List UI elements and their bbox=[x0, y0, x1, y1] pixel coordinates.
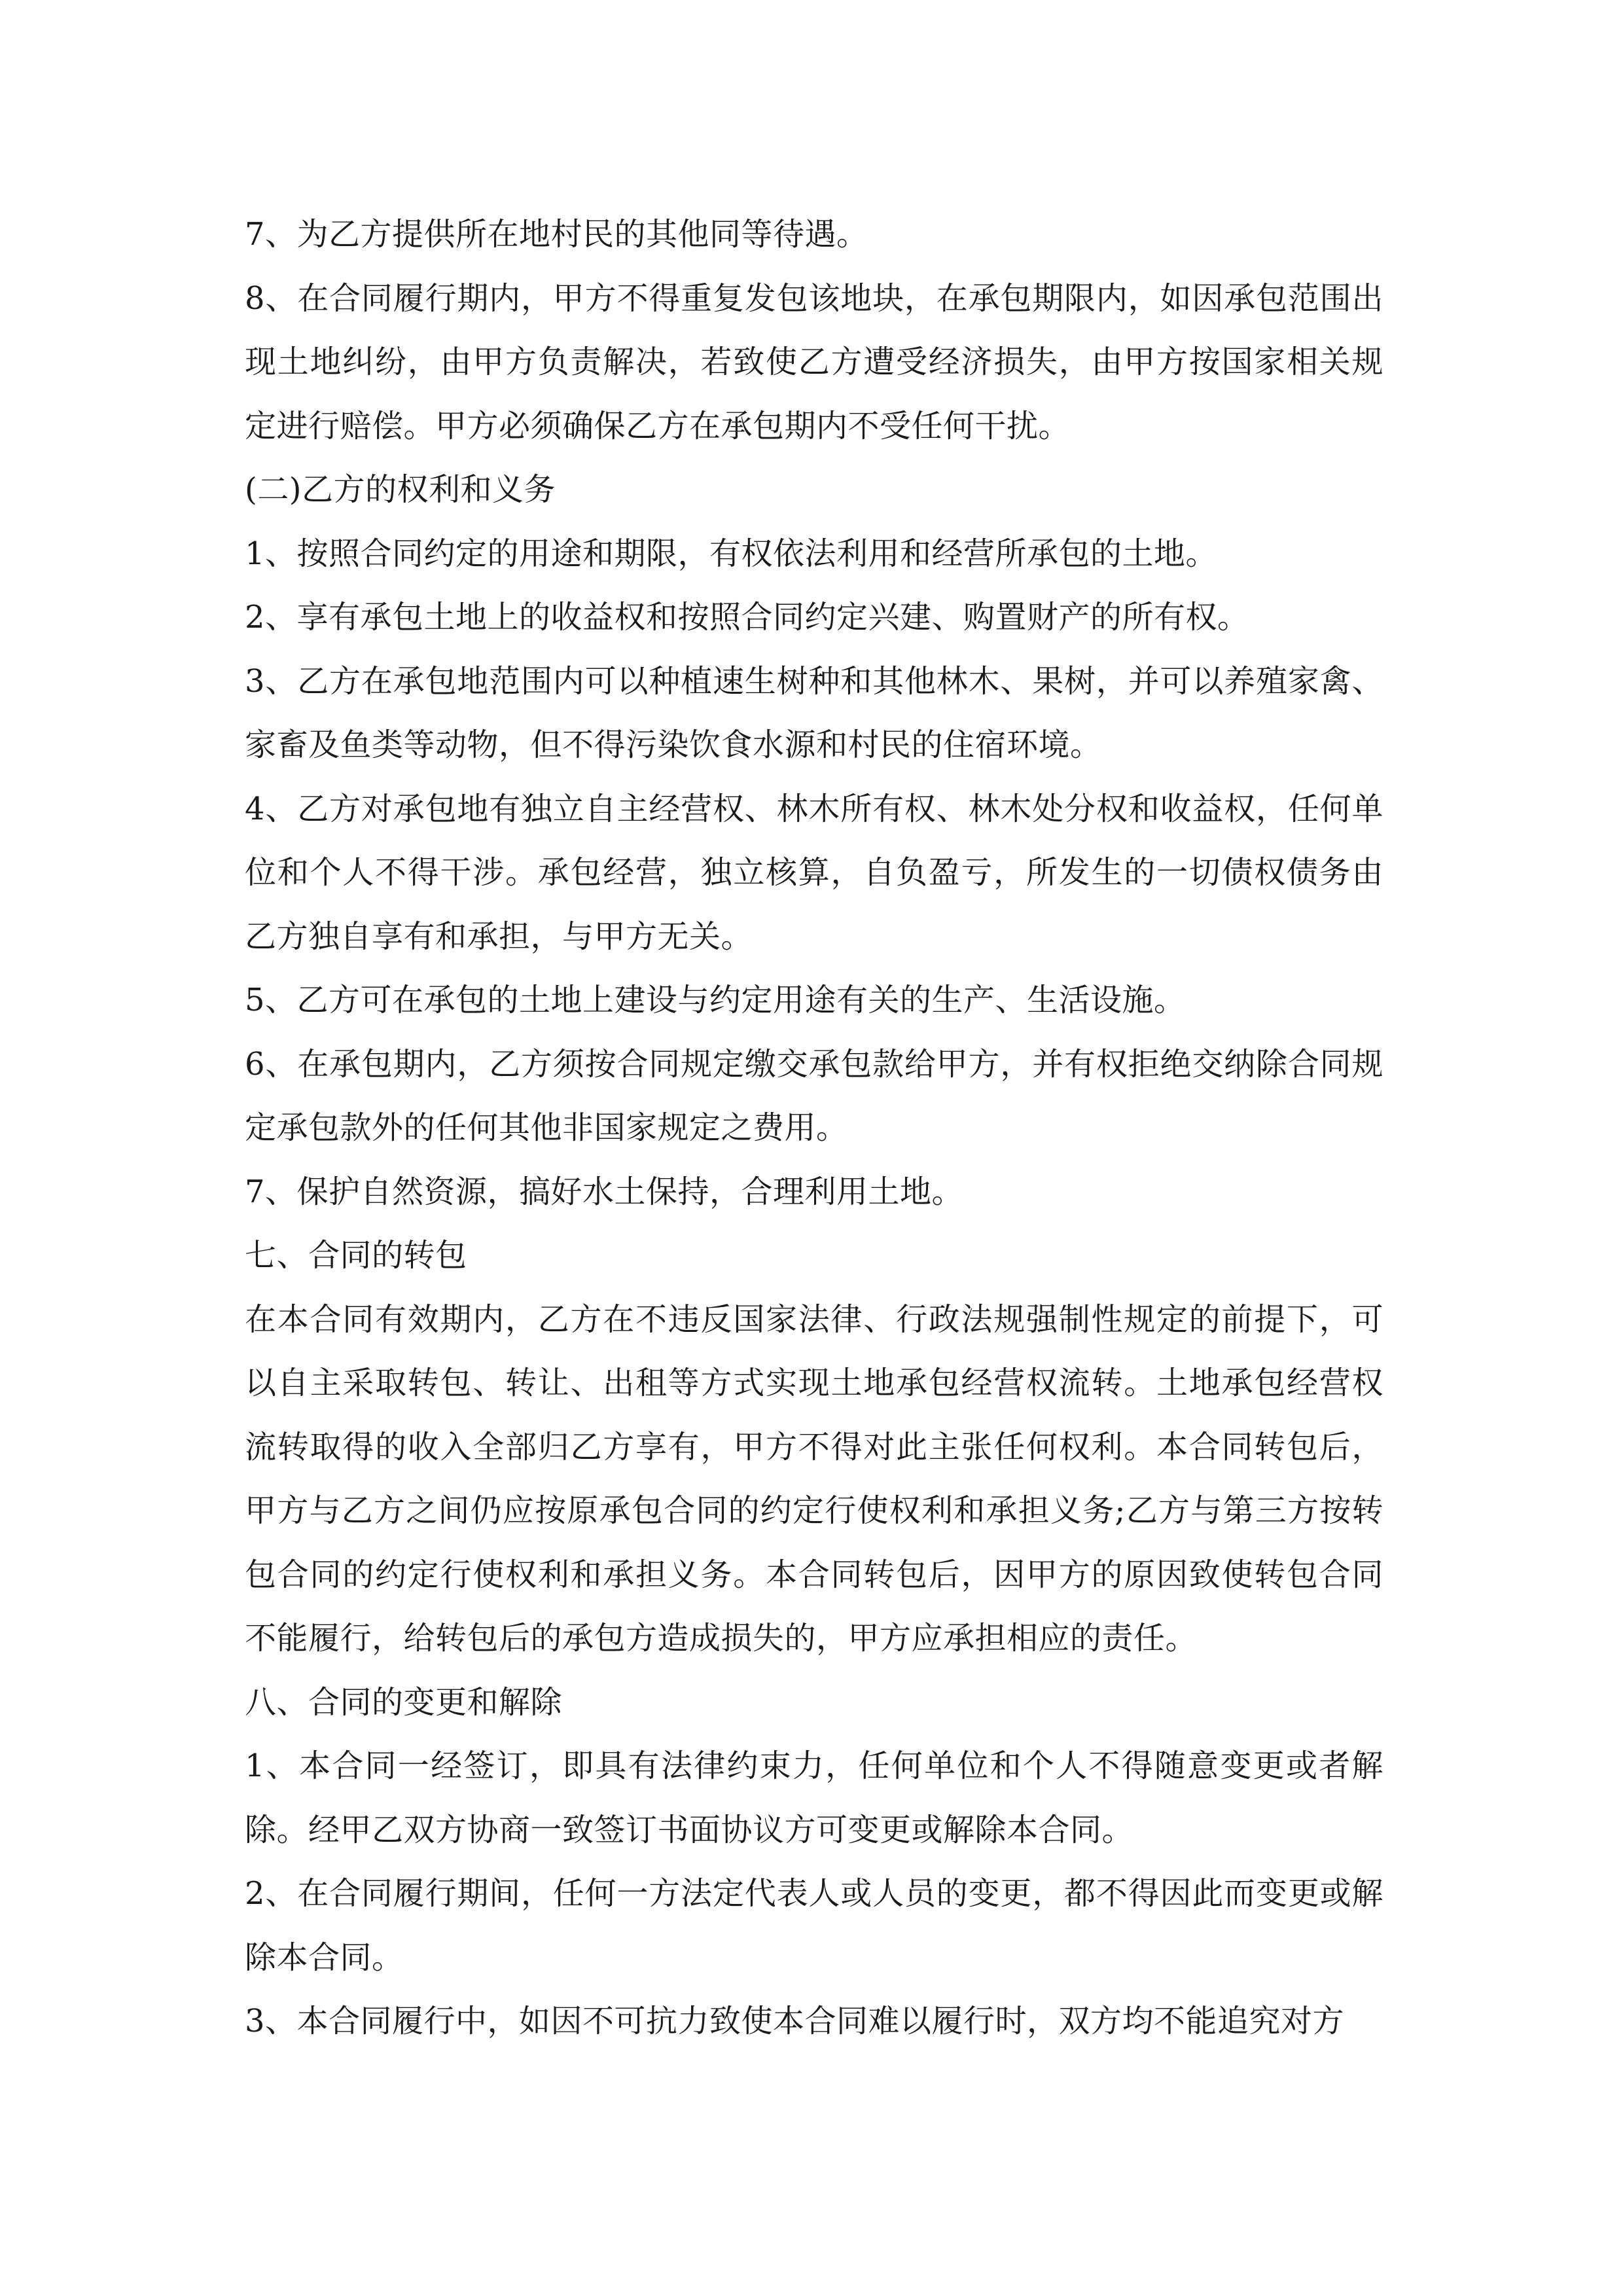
paragraph-item-3: 3、乙方在承包地范围内可以种植速生树种和其他林木、果树，并可以养殖家禽、家畜及鱼类等动物，但不得污染饮食水源和村民的住宿环境。 bbox=[245, 662, 1383, 763]
paragraph-subcontract-body: 在本合同有效期内，乙方在不违反国家法律、行政法规强制性规定的前提下，可以自主采取转包、转让、出租等方式实现土地承包经营权流转。土地承包经营权流转取得的收入全部归乙方享有，甲方不得对此主张任何权利。本合同转包后，甲方与乙方之间仍应按原承包合同的约定行使权利和承担义务;乙方与第三方按转包合同的约定行使权利和承担义务。本合同转包后，因甲方的原因致使转包合同不能履行，给转包后的承包方造成损失的，甲方应承担相应的责任。 bbox=[245, 1300, 1383, 1657]
paragraph-item-7: 7、为乙方提供所在地村民的其他同等待遇。 bbox=[245, 216, 868, 253]
paragraph-item-5: 5、乙方可在承包的土地上建设与约定用途有关的生产、生活设施。 bbox=[245, 982, 1186, 1018]
paragraph-item-8: 8、在合同履行期内，甲方不得重复发包该地块，在承包期限内，如因承包范围出现土地纠纷，由甲方负责解决，若致使乙方遭受经济损失，由甲方按国家相关规定进行赔偿。甲方必须确保乙方在承包期内不受任何干扰。 bbox=[245, 279, 1383, 444]
paragraph-item-7b: 7、保护自然资源，搞好水土保持，合理利用土地。 bbox=[245, 1173, 964, 1210]
paragraph-item-1: 1、按照合同约定的用途和期限，有权依法利用和经营所承包的土地。 bbox=[245, 535, 1218, 572]
section-heading-change-termination: 八、合同的变更和解除 bbox=[245, 1683, 563, 1721]
paragraph-item-6: 6、在承包期内，乙方须按合同规定缴交承包款给甲方，并有权拒绝交纳除合同规定承包款外的任何其他非国家规定之费用。 bbox=[245, 1045, 1383, 1146]
paragraph-change-1: 1、本合同一经签订，即具有法律约束力，任何单位和个人不得随意变更或者解除。经甲乙双方协商一致签订书面协议方可变更或解除本合同。 bbox=[245, 1748, 1383, 1848]
paragraph-change-3: 3、本合同履行中，如因不可抗力致使本合同难以履行时，双方均不能追究对方 bbox=[245, 2003, 1345, 2039]
paragraph-item-4: 4、乙方对承包地有独立自主经营权、林木所有权、林木处分权和收益权，任何单位和个人不得干涉。承包经营，独立核算，自负盈亏，所发生的一切债权债务由乙方独自享有和承担，与甲方无关。 bbox=[245, 790, 1383, 955]
section-heading-subcontract: 七、合同的转包 bbox=[245, 1237, 467, 1274]
section-heading-party-b-rights: (二)乙方的权利和义务 bbox=[245, 471, 556, 508]
document-body bbox=[245, 203, 1383, 2054]
paragraph-item-2: 2、享有承包土地上的收益权和按照合同约定兴建、购置财产的所有权。 bbox=[245, 599, 1249, 636]
paragraph-change-2: 2、在合同履行期间，任何一方法定代表人或人员的变更，都不得因此而变更或解除本合同。 bbox=[245, 1875, 1383, 1976]
